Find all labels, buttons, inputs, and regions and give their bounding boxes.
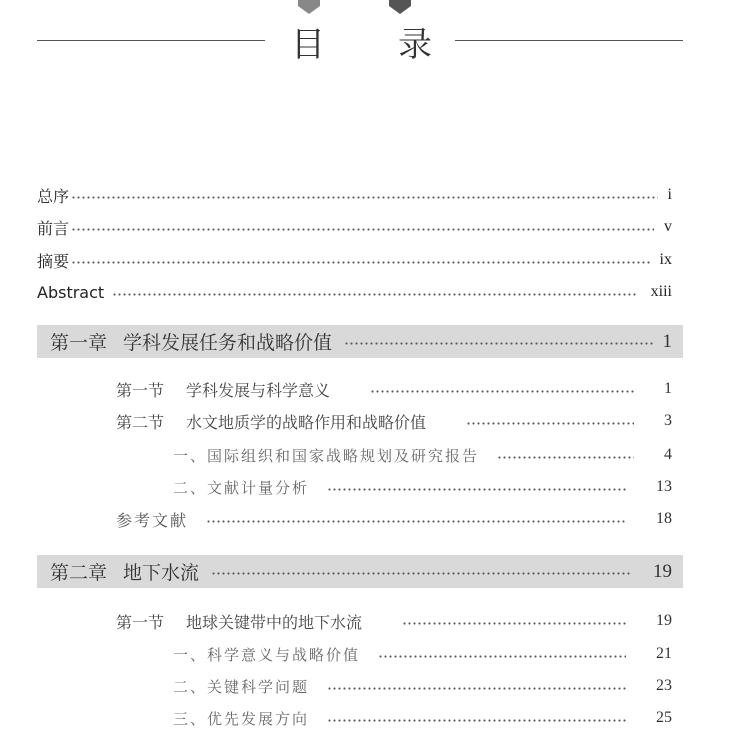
toc-page-number: 25 (656, 709, 672, 726)
toc-entry-label: Abstract (37, 282, 105, 302)
dot-leader (497, 456, 634, 459)
toc-section[interactable] (116, 409, 672, 433)
toc-entry-summary[interactable] (37, 248, 672, 272)
toc-page-number: 1 (664, 380, 672, 397)
subsection-title: 一、国际组织和国家战略规划及研究报告 (173, 446, 480, 465)
subsection-title: 三、优先发展方向 (173, 709, 310, 728)
toc-entry-label: 前言 (37, 218, 70, 238)
toc-entry-abstract[interactable] (37, 280, 672, 304)
title-rule-left (37, 40, 265, 41)
toc-section[interactable] (116, 609, 672, 633)
toc-page-number: 1 (662, 330, 672, 352)
toc-page-number: i (667, 186, 672, 203)
subsection-title: 二、文献计量分析 (173, 478, 310, 497)
toc-page-number: 19 (656, 612, 672, 629)
toc-section[interactable] (116, 377, 672, 401)
toc-subsection[interactable] (173, 642, 672, 666)
dot-leader (327, 719, 626, 722)
page-title-char-2: 录 (398, 25, 432, 65)
toc-entry-foreword[interactable] (37, 215, 672, 239)
dot-leader (327, 488, 626, 491)
dot-leader (211, 572, 631, 575)
toc-page-number: 13 (656, 478, 672, 495)
toc-page-number: 21 (656, 645, 672, 662)
dot-leader (71, 261, 650, 264)
dot-leader (402, 622, 626, 625)
toc-subsection[interactable] (173, 674, 672, 698)
section-title: 地球关键带中的地下水流 (186, 612, 363, 632)
chapter-number: 第二章 (50, 562, 108, 584)
dot-leader (466, 422, 634, 425)
toc-entry-label: 总序 (37, 186, 70, 206)
section-number: 第一节 (116, 612, 165, 632)
toc-subsection[interactable] (173, 443, 672, 467)
toc-page-number: 4 (664, 446, 672, 463)
toc-entry-preface-general[interactable] (37, 183, 672, 207)
section-number: 第二节 (116, 412, 165, 432)
toc-page-number: 19 (653, 560, 672, 582)
section-number: 第一节 (116, 380, 165, 400)
dot-leader (344, 342, 652, 345)
decorative-hexagon-light (298, 0, 320, 14)
page-title-char-1: 目 (291, 25, 325, 65)
dot-leader (71, 196, 658, 199)
references-label: 参考文献 (116, 510, 189, 530)
toc-references[interactable] (116, 507, 672, 531)
subsection-title: 一、科学意义与战略价值 (173, 645, 361, 664)
chapter-title: 地下水流 (123, 562, 200, 584)
toc-subsection[interactable] (173, 706, 672, 730)
decorative-hexagon-dark (389, 0, 411, 14)
toc-page-number: 23 (656, 677, 672, 694)
dot-leader (370, 390, 634, 393)
dot-leader (206, 520, 626, 523)
section-title: 学科发展与科学意义 (186, 380, 331, 400)
toc-page-number: 3 (664, 412, 672, 429)
toc-page-number: v (664, 218, 672, 235)
section-title: 水文地质学的战略作用和战略价值 (186, 412, 427, 432)
toc-entry-label: 摘要 (37, 251, 70, 271)
dot-leader (71, 228, 654, 231)
title-rule-right (455, 40, 683, 41)
chapter-title: 学科发展任务和战略价值 (123, 332, 333, 354)
toc-page-number: 18 (656, 510, 672, 527)
toc-subsection[interactable] (173, 475, 672, 499)
toc-page-number: xiii (650, 283, 672, 300)
subsection-title: 二、关键科学问题 (173, 677, 310, 696)
dot-leader (112, 293, 636, 296)
chapter-number: 第一章 (50, 332, 108, 354)
toc-chapter-1[interactable] (50, 325, 672, 358)
toc-page-number: ix (659, 251, 672, 268)
dot-leader (378, 655, 626, 658)
dot-leader (327, 687, 626, 690)
toc-chapter-2[interactable] (50, 555, 672, 588)
